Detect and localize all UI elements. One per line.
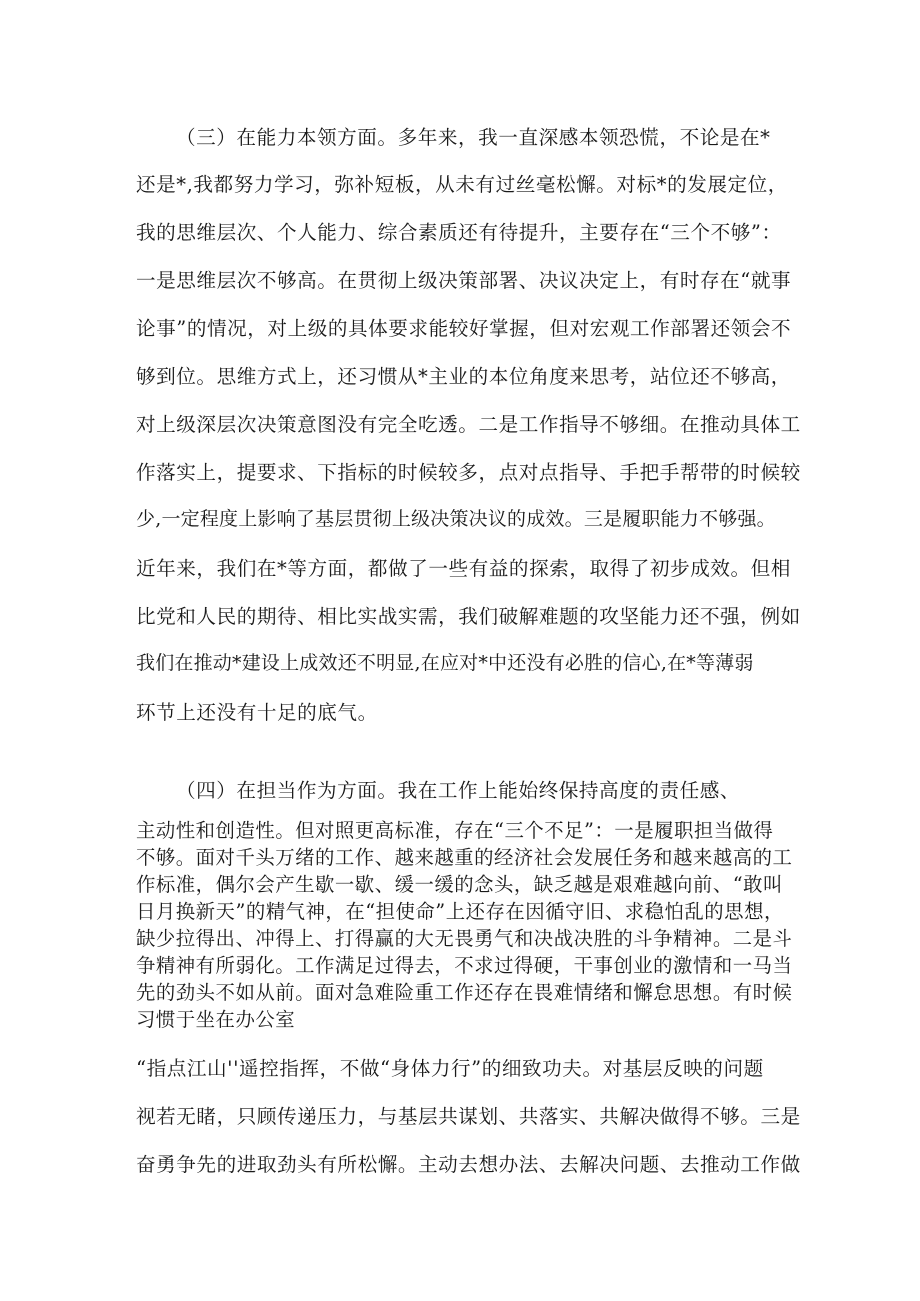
text-line: 比党和人民的期待、相比实战实需，我们破解难题的攻坚能力还不强，例如 [136, 605, 801, 628]
text-line: 作落实上，提要求、下指标的时候较多，点对点指导、手把手帮带的时候较 [136, 461, 801, 484]
text-line: 视若无睹，只顾传递压力，与基层共谋划、共落实、共解决做得不够。三是 [136, 1105, 801, 1128]
text-line: （四）在担当作为方面。我在工作上能始终保持高度的责任感、 [176, 779, 741, 802]
text-line: 缺少拉得出、冲得上、打得赢的大无畏勇气和决战决胜的斗争精神。二是斗 [136, 927, 793, 950]
text-line: 一是思维层次不够高。在贯彻上级决策部署、决议决定上，有时存在“就事 [136, 269, 792, 292]
text-line: （三）在能力本领方面。多年来，我一直深感本领恐慌，不论是在* [176, 126, 771, 149]
text-line: 论事”的情况，对上级的具体要求能较好掌握，但对宏观工作部署还领会不 [136, 317, 792, 340]
text-line: 争精神有所弱化。工作满足过得去，不求过得硬，干事创业的激情和一马当 [136, 954, 793, 977]
text-line: 对上级深层次决策意图没有完全吃透。二是工作指导不够细。在推动具体工 [136, 413, 801, 436]
text-line: 近年来，我们在*等方面，都做了一些有益的探索，取得了初步成效。但相 [136, 557, 791, 580]
text-line: 不够。面对千头万绪的工作、越来越重的经济社会发展任务和越来越高的工 [136, 846, 793, 869]
text-line: 作标准，偶尔会产生歇一歇、缓一缓的念头，缺乏越是艰难越向前、“敢叫 [136, 873, 783, 896]
text-line: 奋勇争先的进取劲头有所松懈。主动去想办法、去解决问题、去推动工作做 [136, 1153, 801, 1176]
text-line: 日月换新天”的精气神，在“担使命”上还存在因循守旧、求稳怕乱的思想， [136, 900, 784, 923]
text-line: 够到位。思维方式上，还习惯从*主业的本位角度来思考，站位还不够高， [136, 365, 791, 388]
text-line: “指点江山''遥控指挥，不做“身体力行”的细致功夫。对基层反映的问题 [136, 1057, 764, 1080]
text-line: 环节上还没有十足的底气。 [136, 701, 378, 724]
text-line: 少,一定程度上影响了基层贯彻上级决策决议的成效。三是履职能力不够强。 [136, 508, 776, 530]
text-line: 习惯于坐在办公室 [136, 1008, 296, 1031]
text-line: 先的劲头不如从前。面对急难险重工作还存在畏难情绪和懈怠思想。有时候 [136, 981, 793, 1004]
text-line: 我们在推动*建设上成效还不明显,在应对*中还没有必胜的信心,在*等薄弱 [136, 652, 754, 674]
text-line: 还是*,我都努力学习，弥补短板，从未有过丝毫松懈。对标*的发展定位， [136, 173, 788, 196]
text-line: 我的思维层次、个人能力、综合素质还有待提升，主要存在“三个不够”： [136, 221, 782, 244]
text-line: 主动性和创造性。但对照更高标准，存在“三个不足”：一是履职担当做得 [136, 819, 774, 842]
